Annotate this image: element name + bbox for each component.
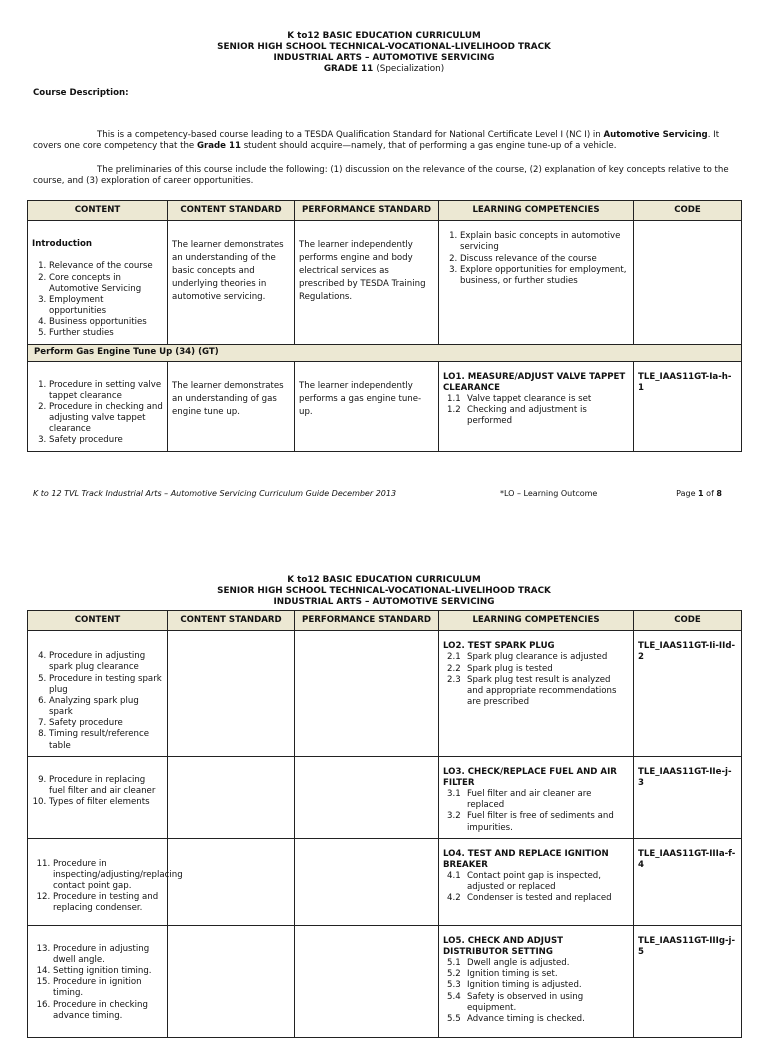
sub-text: Spark plug clearance is adjusted (467, 652, 608, 663)
list-item: 1. Explain basic concepts in automotive servicing (460, 231, 629, 253)
page-2 (0, 565, 768, 1024)
section-title: Perform Gas Engine Tune Up (34) (GT) (28, 344, 742, 361)
sub-number: 2.2 (447, 663, 461, 674)
lo1-code: TLE_IAAS11GT-Ia-h-1 (634, 361, 742, 451)
lo-sub-item (443, 871, 629, 893)
document-header (0, 0, 768, 75)
grade-note: (Specialization) (376, 64, 445, 74)
column-header-content-standard: CONTENT STANDARD (168, 201, 295, 221)
page-of: of (703, 489, 717, 498)
lo-sub-item (443, 992, 629, 1014)
sub-text: Spark plug is tested (467, 663, 553, 674)
table-row (28, 631, 742, 757)
table-row-introduction (28, 221, 742, 344)
lo-title: LO4. TEST AND REPLACE IGNITION BREAKER (443, 848, 609, 870)
lo-title: LO3. CHECK/REPLACE FUEL AND AIR FILTER (443, 766, 617, 788)
lo-sub-item (443, 789, 629, 811)
sub-number: 3.2 (447, 811, 461, 822)
performance-standard-cell (295, 756, 439, 838)
list-item: 1. Relevance of the course (49, 261, 163, 272)
intro-code-cell (634, 221, 742, 344)
content-standard-cell (168, 756, 295, 838)
lo-sub-item (443, 969, 629, 980)
column-header-performance-standard: PERFORMANCE STANDARD (295, 611, 439, 631)
lo-sub-item (443, 652, 629, 663)
lo1-content-standard: The learner demonstrates an understanding of gas engine tune up. (168, 361, 295, 451)
sub-number: 5.5 (447, 1013, 461, 1024)
page-number (676, 489, 722, 499)
list-item: 15. Procedure in ignition timing. (53, 977, 163, 999)
list-item: 7. Safety procedure (49, 718, 163, 729)
list-item: 13. Procedure in adjusting dwell angle. (53, 944, 163, 966)
lo-sub-item (443, 958, 629, 969)
column-header-learning-competencies: LEARNING COMPETENCIES (439, 611, 634, 631)
competencies-cell (439, 925, 634, 1037)
content-cell (28, 838, 183, 925)
list-item: 12. Procedure in testing and replacing condenser. (53, 892, 163, 914)
document-header-page-2 (0, 565, 768, 608)
table-header-row (28, 611, 742, 631)
header-line-1: K to12 BASIC EDUCATION CURRICULUM (287, 575, 481, 585)
sub-text: Fuel filter is free of sediments and impurities. (467, 811, 614, 833)
list-item: 4. Business opportunities (49, 317, 163, 328)
lo-title: LO5. CHECK AND ADJUST DISTRIBUTOR SETTING (443, 935, 564, 957)
column-header-content-standard: CONTENT STANDARD (168, 611, 295, 631)
column-header-performance-standard: PERFORMANCE STANDARD (295, 201, 439, 221)
column-header-learning-competencies: LEARNING COMPETENCIES (439, 201, 634, 221)
list-item: 3. Explore opportunities for employment, business, or further studies (460, 265, 629, 287)
lo1-title: LO1. MEASURE/ADJUST VALVE TAPPET CLEARANCE (443, 371, 626, 393)
sub-text: Fuel filter and air cleaner are replaced (467, 789, 592, 811)
lo1-sub-item (443, 394, 629, 405)
page-current: 1 (698, 489, 704, 498)
lo1-performance-standard: The learner independently performs a gas engine tune-up. (295, 361, 439, 451)
course-description-paragraph-1 (33, 130, 733, 152)
sub-number: 4.1 (447, 871, 461, 882)
sub-text: Valve tappet clearance is set (467, 393, 592, 404)
p1-text-b: Automotive Servicing (603, 130, 708, 140)
table-row (28, 925, 742, 1037)
lo1-items-list (32, 380, 163, 447)
competencies-cell (439, 838, 634, 925)
header-grade (0, 64, 768, 75)
content-list (32, 651, 163, 752)
list-item: 2. Procedure in checking and adjusting valve tappet clearance (49, 402, 163, 436)
list-item: 6. Analyzing spark plug spark (49, 696, 163, 718)
header-line-1: K to12 BASIC EDUCATION CURRICULUM (287, 31, 481, 41)
lo-sub-item (443, 980, 629, 991)
sub-number: 4.2 (447, 893, 461, 904)
sub-text: Advance timing is checked. (467, 1013, 585, 1024)
column-header-content: CONTENT (28, 201, 168, 221)
page-total: 8 (716, 489, 722, 498)
p1-text-a: This is a competency-based course leading to a TESDA Qualification Standard for National Certificate Level I (NC I) in (97, 130, 604, 140)
list-item: 3. Safety procedure (49, 435, 163, 446)
sub-number: 5.2 (447, 969, 461, 980)
content-standard-cell (168, 925, 295, 1037)
header-line-2: SENIOR HIGH SCHOOL TECHNICAL-VOCATIONAL-LIVELIHOOD TRACK (217, 42, 551, 52)
intro-competencies-list (443, 231, 629, 287)
list-item: 11. Procedure in inspecting/adjusting/replacing contact point gap. (53, 859, 163, 893)
intro-title: Introduction (32, 239, 93, 250)
lo1-competencies-cell (439, 361, 634, 451)
sub-text: Condenser is tested and replaced (467, 893, 612, 904)
list-item: 16. Procedure in checking advance timing. (53, 1000, 163, 1022)
list-item: 5. Procedure in testing spark plug (49, 674, 163, 696)
column-header-code: CODE (634, 201, 742, 221)
sub-number: 2.3 (447, 674, 461, 685)
table-header-row (28, 201, 742, 221)
table-row-lo1 (28, 361, 742, 451)
intro-items-list (32, 261, 163, 339)
intro-competencies-cell (439, 221, 634, 344)
sub-number: 3.1 (447, 789, 461, 800)
intro-content-cell (28, 221, 168, 344)
list-item: 1. Procedure in setting valve tappet clearance (49, 380, 163, 402)
p1-text-e: student should acquire—namely, that of performing a gas engine tune-up of a vehicle. (240, 141, 617, 152)
p1-text-d: Grade 11 (196, 141, 241, 152)
lo-sub-item (443, 893, 629, 904)
content-list (32, 775, 163, 809)
sub-text: Safety is observed in using equipment. (467, 991, 584, 1013)
lo-sub-item (443, 675, 629, 709)
sub-text: Checking and adjustment is performed (467, 405, 587, 427)
content-cell (28, 756, 168, 838)
header-line-2: SENIOR HIGH SCHOOL TECHNICAL-VOCATIONAL-LIVELIHOOD TRACK (217, 586, 551, 596)
curriculum-table-page-2 (27, 610, 742, 1038)
column-header-code: CODE (634, 611, 742, 631)
code-cell: TLE_IAAS11GT-IIIg-j-5 (634, 925, 742, 1037)
content-list (32, 944, 163, 1022)
content-cell (28, 631, 168, 757)
column-header-content: CONTENT (28, 611, 168, 631)
competencies-cell (439, 631, 634, 757)
table-row (28, 838, 742, 925)
sub-text: Contact point gap is inspected, adjusted or replaced (467, 871, 601, 893)
intro-performance-standard: The learner independently performs engine and body electrical services as prescribed by TESDA Training Regulations. (295, 221, 439, 344)
list-item: 4. Procedure in adjusting spark plug clearance (49, 651, 163, 673)
page-prefix: Page (676, 489, 699, 498)
sub-number: 5.4 (447, 991, 461, 1002)
list-item: 2. Core concepts in Automotive Servicing (49, 273, 163, 295)
code-cell: TLE_IAAS11GT-Ii-IId-2 (634, 631, 742, 757)
lo-sub-item (443, 1014, 629, 1025)
course-description-title: Course Description: (33, 88, 129, 98)
content-list (32, 858, 183, 915)
list-item: 5. Further studies (49, 328, 163, 339)
course-description-paragraph-2 (33, 165, 733, 187)
list-item: 14. Setting ignition timing. (53, 966, 163, 977)
page-2-rows (28, 631, 742, 1038)
list-item: 3. Employment opportunities (49, 295, 163, 317)
sub-text: Ignition timing is adjusted. (467, 980, 582, 991)
header-line-3: INDUSTRIAL ARTS – AUTOMOTIVE SERVICING (273, 597, 495, 607)
lo1-content-cell (28, 361, 168, 451)
sub-text: Spark plug test result is analyzed and appropriate recommendations are prescribed (467, 674, 617, 708)
table-row (28, 756, 742, 838)
section-row (28, 344, 742, 361)
competencies-cell (439, 756, 634, 838)
list-item: 10. Types of filter elements (49, 797, 163, 808)
footer-lo-note: *LO – Learning Outcome (500, 489, 598, 498)
performance-standard-cell (295, 838, 439, 925)
p1-text-c: . It covers one core competency that the (33, 130, 720, 152)
content-cell (28, 925, 168, 1037)
performance-standard-cell (295, 631, 439, 757)
p2-text: The preliminaries of this course include the following: (1) discussion on the relevance of the course, (2) explanation of key concepts relative to the course, and (3) exploration of career opportunities. (33, 165, 729, 187)
sub-number: 1.2 (447, 405, 461, 416)
content-standard-cell (168, 631, 295, 757)
intro-content-standard: The learner demonstrates an understanding of the basic concepts and underlying theories in automotive servicing. (168, 221, 295, 344)
lo-title: LO2. TEST SPARK PLUG (443, 641, 555, 652)
content-standard-cell (168, 838, 295, 925)
sub-text: Dwell angle is adjusted. (467, 958, 570, 969)
sub-number: 5.3 (447, 980, 461, 991)
list-item: 9. Procedure in replacing fuel filter and air cleaner (49, 775, 163, 797)
curriculum-table-page-1 (27, 200, 742, 452)
sub-text: Ignition timing is set. (467, 969, 558, 980)
lo1-sub-item (443, 405, 629, 427)
footer-guide-title: K to 12 TVL Track Industrial Arts – Automotive Servicing Curriculum Guide December 2013 (33, 489, 397, 498)
header-line-3: INDUSTRIAL ARTS – AUTOMOTIVE SERVICING (273, 53, 495, 63)
lo-sub-item (443, 811, 629, 833)
list-item: 8. Timing result/reference table (49, 729, 163, 751)
sub-number: 2.1 (447, 652, 461, 663)
grade-label: GRADE 11 (323, 64, 374, 74)
performance-standard-cell (295, 925, 439, 1037)
sub-number: 5.1 (447, 958, 461, 969)
list-item: 2. Discuss relevance of the course (460, 254, 629, 265)
code-cell: TLE_IAAS11GT-IIIa-f-4 (634, 838, 742, 925)
lo-sub-item (443, 664, 629, 675)
sub-number: 1.1 (447, 393, 461, 404)
code-cell: TLE_IAAS11GT-IIe-j-3 (634, 756, 742, 838)
